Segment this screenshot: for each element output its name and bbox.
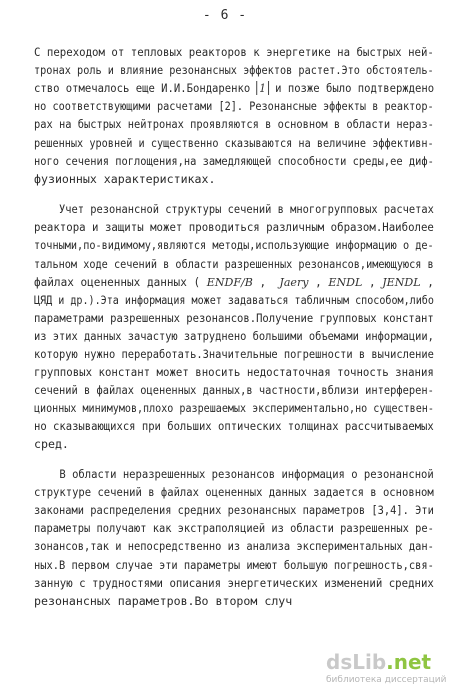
text-line: ного сечения поглощения,на замедляющей способности среды,ее диф- [34,154,434,168]
text-line: законами распределения средних резонансных параметров [3,4]. Эти [34,503,434,517]
text-line: сечений в файлах оцененных данных,в частности,вблизи интерферен- [34,383,434,397]
handwritten-reference: 1 [257,81,269,95]
text-line: занную с трудностями описания энергетических изменений средних [34,576,434,590]
text-line: Учет резонансной структуры сечений в многогрупповых расчетах [34,202,434,216]
watermark-logo-domain: .net [386,650,432,674]
text-fragment: ство отмечалось еще И.И.Бондаренко [34,81,257,95]
handwritten-library-name: ENDL [328,275,363,289]
handwritten-library-name: ENDF/B [206,275,253,289]
text-line: зонансов,так и непосредственно из анализа экспериментальных дан- [34,539,434,553]
text-line: но соответствующими расчетами [2]. Резонансные эффекты в реактор- [34,99,434,113]
text-fragment: , [252,275,280,289]
text-line: тронах роль и влияние резонансных эффектов растет.Это обстоятель- [34,63,434,77]
page-number: - 6 - [202,8,248,23]
text-line [34,80,434,97]
text-line: реактора и защиты может проводиться различным образом.Наиболее [34,220,434,234]
text-line: В области неразрешенных резонансов информация о резонансной [34,467,434,481]
text-line: которую нужно переработать.Значительные погрешности в вычисление [34,347,434,361]
text-line: рах на быстрых нейтронах проявляются в основном в области нераз- [34,117,434,131]
text-line: ЦЯД и др.).Эта информация может задаваться табличным способом,либо [34,293,434,307]
text-line: точными,по-видимому,являются методы,использующие информацию о де- [34,238,434,252]
text-line: решенных уровней и существенно сказываются на величине эффективн- [34,136,434,150]
watermark-logo [326,650,431,674]
watermark-logo-text: dsLib [326,650,387,674]
text-line: фузионных характеристиках. [34,172,216,186]
watermark [326,650,447,690]
text-fragment: , [420,275,434,289]
text-line: сред. [34,437,69,451]
text-line: структуре сечений в файлах оцененных данных задается в основном [34,485,434,499]
text-line [34,274,434,291]
text-line: групповых констант может вносить недостаточная точность знания [34,365,434,379]
text-line: ционных минимумов,плохо разрешаемых экспериментально,но существен- [34,401,434,415]
watermark-subtitle: библиотека диссертаций [326,675,447,685]
text-line: параметры получают как экстраполяцией из области разрешенных ре- [34,521,434,535]
text-line: резонансных параметров.Во втором случ [34,594,293,608]
text-line: параметрами разрешенных резонансов.Получение групповых констант [34,311,434,325]
text-line: тальном ходе сечений в области разрешенных резонансов,имеющуюся в [34,257,434,271]
handwritten-library-name: JENDL [382,275,421,289]
text-fragment: , [308,275,329,289]
text-line: но сказывающихся при больших оптических толщинах рассчитываемых [34,419,434,433]
text-fragment: и позже было подтверждено [268,81,435,95]
text-line: С переходом от тепловых реакторов к энергетике на быстрых ней- [34,45,434,59]
text-fragment: файлах оцененных данных ( [34,275,207,289]
text-line: ных.В первом случае эти параметры имеют большую погрешность,свя- [34,558,434,572]
handwritten-library-name: Jaery [279,275,309,289]
text-line: из этих данных зачастую затруднено большими объемами информации, [34,329,434,343]
text-fragment: , [362,275,383,289]
